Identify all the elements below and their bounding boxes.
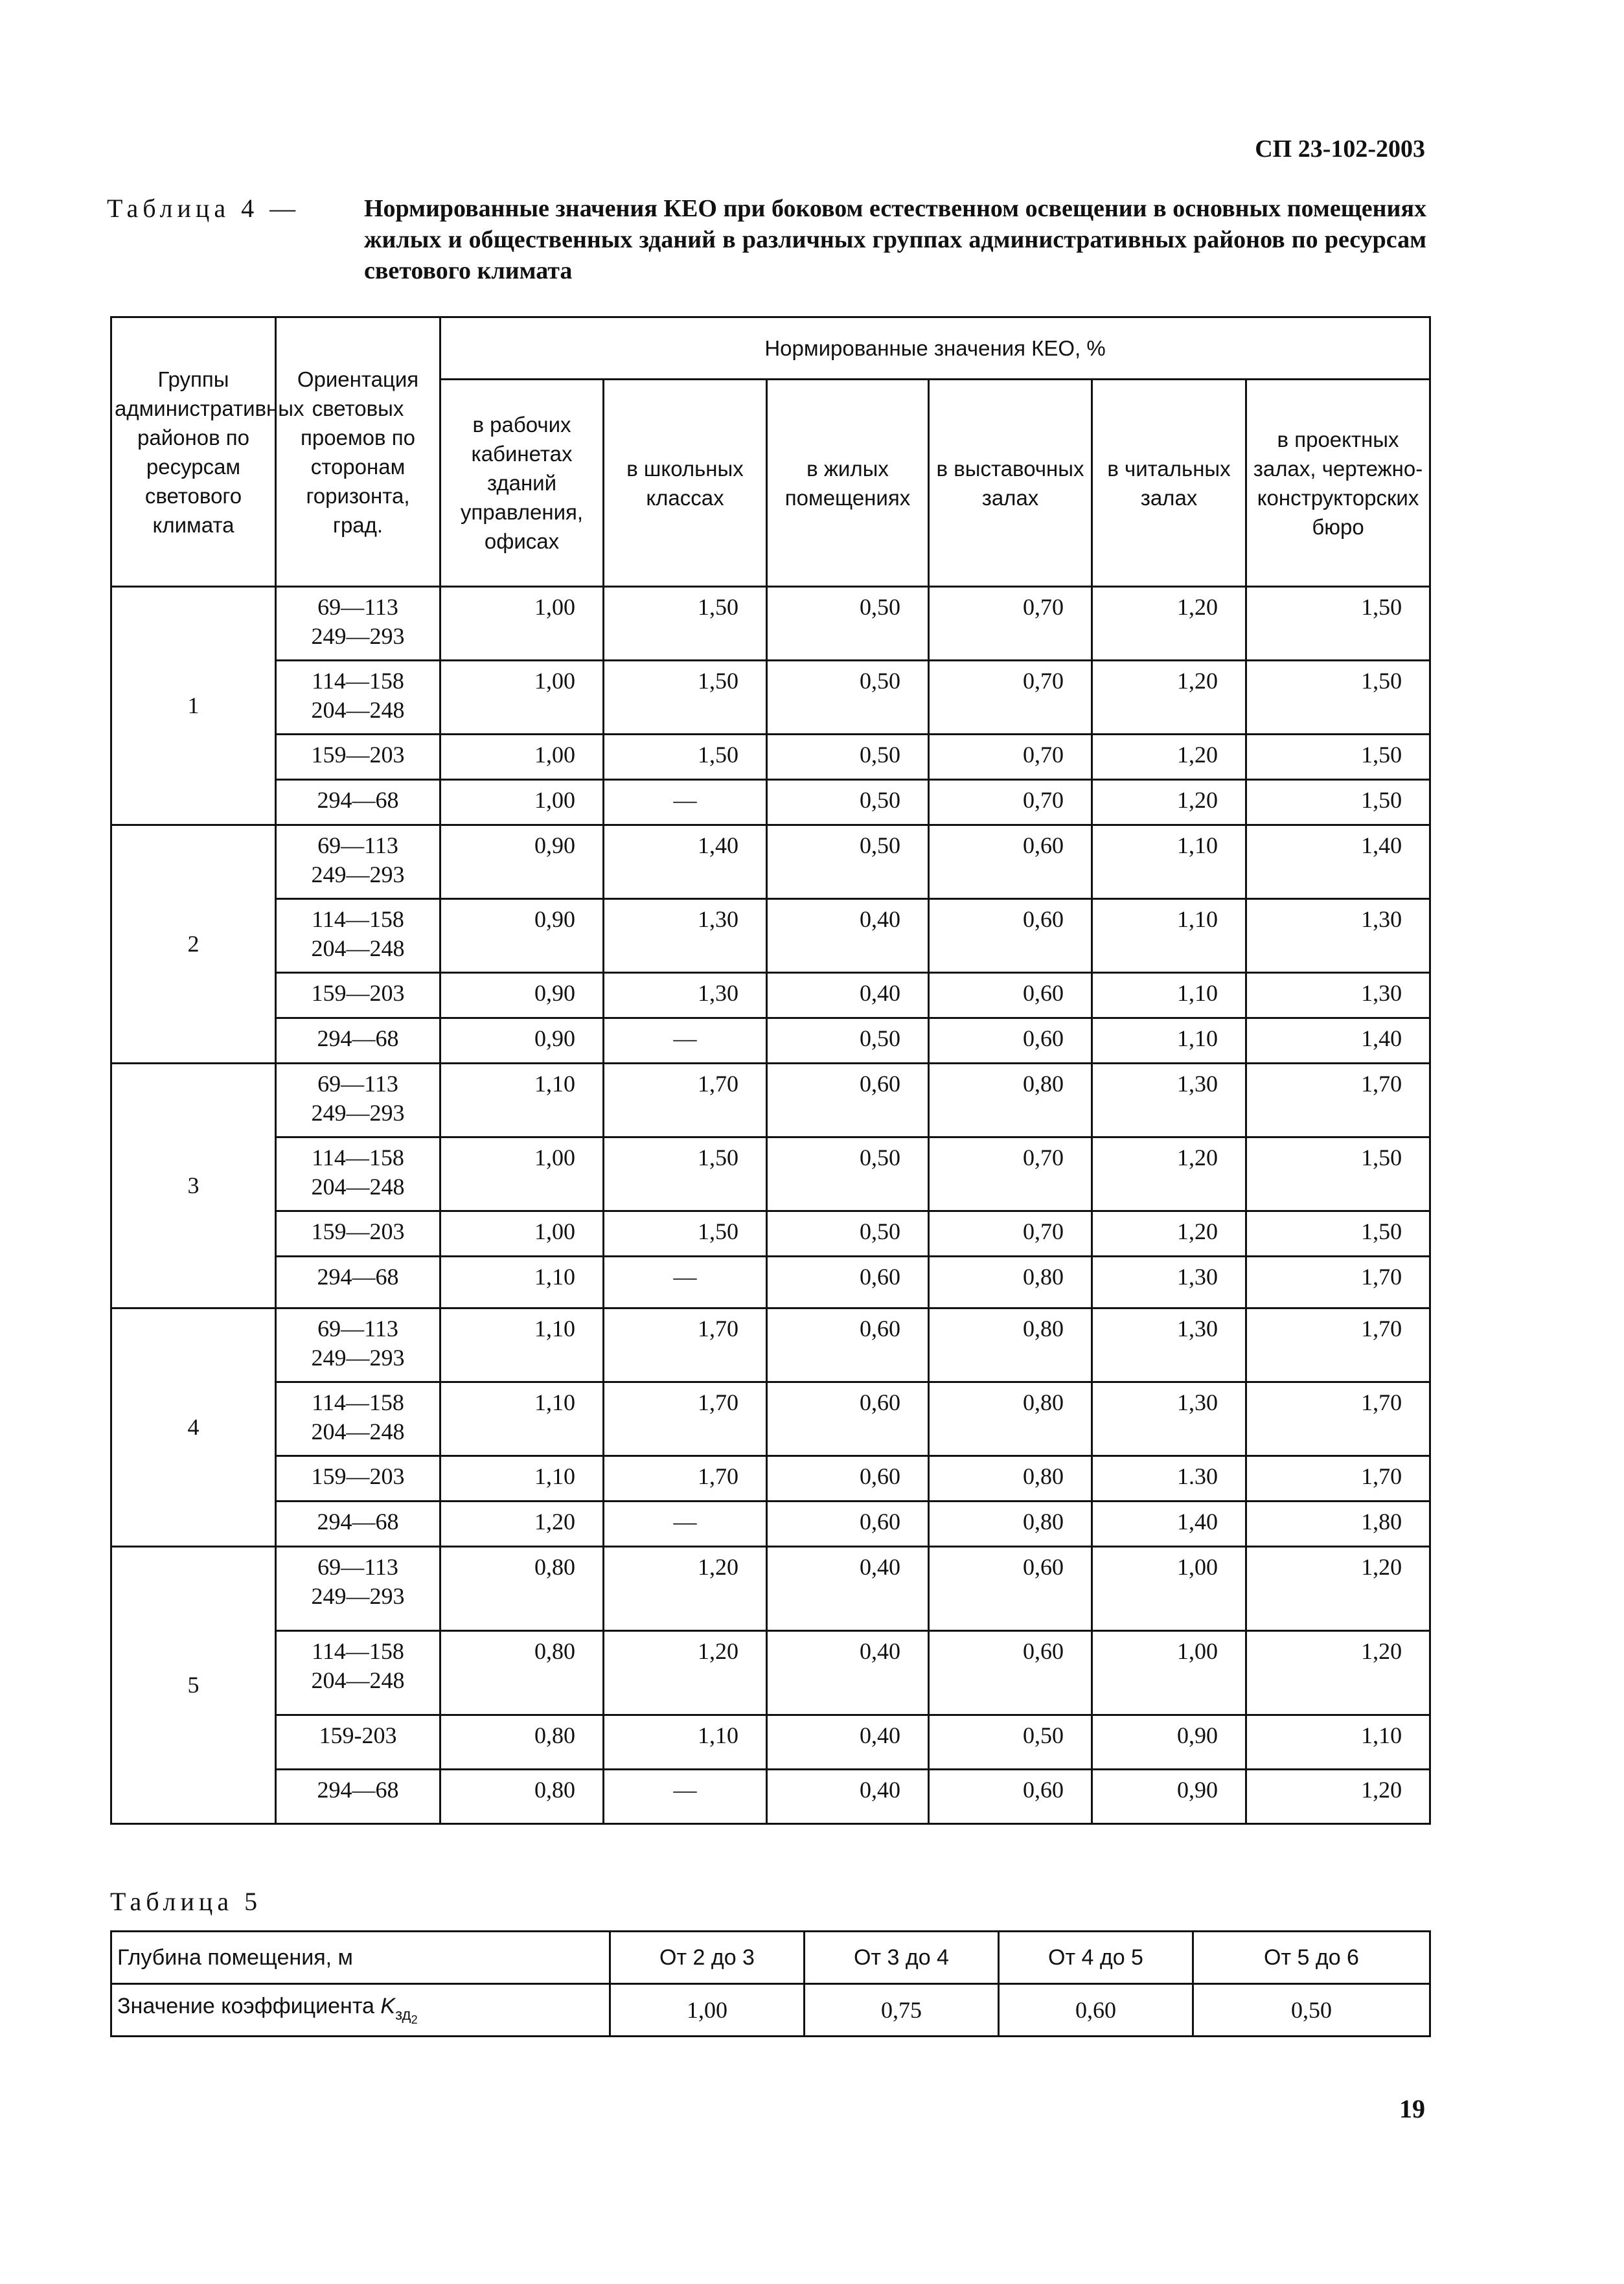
keo-value-cell: 0,70 <box>929 587 1092 661</box>
orientation-range: 69—113 <box>317 1071 398 1097</box>
coefficient-subscript-text: зд <box>395 2005 411 2024</box>
keo-value-cell: 1,70 <box>1246 1257 1430 1308</box>
keo-value-cell: 1,20 <box>1092 780 1246 825</box>
keo-value-cell: 1,10 <box>604 1715 767 1770</box>
orientation-range: 114—158 <box>312 1389 404 1415</box>
keo-value-cell: 1,20 <box>1246 1770 1430 1824</box>
keo-value-cell: 0,50 <box>767 587 929 661</box>
orientation-range: 294—68 <box>317 1777 399 1803</box>
keo-value-cell: 1,20 <box>1246 1547 1430 1631</box>
table-row <box>111 1308 1430 1382</box>
keo-value-cell: 1,20 <box>1092 661 1246 735</box>
keo-value-cell: 1,40 <box>1246 1018 1430 1064</box>
group-cell: 5 <box>111 1547 276 1824</box>
orientation-cell <box>276 1018 440 1064</box>
orientation-cell <box>276 973 440 1018</box>
orientation-cell <box>276 899 440 973</box>
coefficient-letter: K <box>380 1993 396 2018</box>
keo-value-cell: 0,60 <box>767 1456 929 1502</box>
orientation-cell <box>276 825 440 899</box>
keo-value-cell: 1,10 <box>440 1257 604 1308</box>
keo-value-cell: 1,30 <box>1092 1064 1246 1137</box>
table-5-label: Таблица 5 <box>110 1887 262 1916</box>
keo-value-cell: 1,40 <box>604 825 767 899</box>
keo-value-cell: 0,50 <box>767 825 929 899</box>
keo-value-cell: 1,50 <box>1246 735 1430 780</box>
orientation-cell <box>276 1770 440 1824</box>
orientation-range: 204—248 <box>311 1174 405 1200</box>
keo-value-cell: 0,60 <box>767 1502 929 1547</box>
keo-value-cell: 1,30 <box>1092 1308 1246 1382</box>
keo-value-cell: 0,60 <box>767 1257 929 1308</box>
keo-value-cell: 0,60 <box>767 1064 929 1137</box>
keo-value-cell: 0,40 <box>767 1715 929 1770</box>
table-row <box>111 661 1430 735</box>
keo-value-cell: 1,30 <box>1092 1382 1246 1456</box>
table-row <box>111 587 1430 661</box>
table-4-caption: Нормированные значения КЕО при боковом естественном освещении в основных помещениях жилых и общественных зданий в различных группах административных районов по ресурсам светового климата <box>364 195 1426 284</box>
keo-value-cell: 0,50 <box>767 780 929 825</box>
table-row <box>111 1257 1430 1308</box>
orientation-cell <box>276 1211 440 1257</box>
keo-value-cell: 0,50 <box>767 1211 929 1257</box>
table-row <box>111 1984 1430 2037</box>
orientation-range: 249—293 <box>311 1345 405 1371</box>
keo-value-cell: 1,70 <box>604 1064 767 1137</box>
orientation-range: 159—203 <box>311 742 405 768</box>
header-column: в жилых помещениях <box>767 380 929 587</box>
coefficient-value: 0,60 <box>999 1984 1193 2037</box>
table-row <box>111 735 1430 780</box>
keo-value-cell: 0,70 <box>929 1137 1092 1211</box>
keo-table-body <box>111 587 1430 1824</box>
keo-value-cell: 1,20 <box>1092 587 1246 661</box>
keo-value-cell: 1,30 <box>1246 973 1430 1018</box>
keo-value-cell: 0,80 <box>929 1456 1092 1502</box>
table-row <box>111 1770 1430 1824</box>
orientation-cell <box>276 1456 440 1502</box>
keo-value-cell: 1,70 <box>604 1456 767 1502</box>
keo-value-cell: 1,40 <box>1246 825 1430 899</box>
table-row <box>111 1211 1430 1257</box>
coefficient-value: 0,50 <box>1193 1984 1430 2037</box>
keo-value-cell: 0,80 <box>929 1502 1092 1547</box>
keo-value-cell: 0,80 <box>929 1308 1092 1382</box>
keo-value-cell: 0,80 <box>440 1631 604 1715</box>
keo-value-cell: 1,70 <box>604 1308 767 1382</box>
keo-value-cell: 1,10 <box>1092 825 1246 899</box>
keo-value-cell: 1,20 <box>604 1547 767 1631</box>
depth-range: От 5 до 6 <box>1193 1932 1430 1984</box>
orientation-range: 294—68 <box>317 1509 399 1535</box>
keo-value-cell: 0,80 <box>440 1715 604 1770</box>
table-row <box>111 1382 1430 1456</box>
keo-value-cell: 1,70 <box>1246 1308 1430 1382</box>
keo-value-cell: 1,50 <box>1246 661 1430 735</box>
keo-value-cell: — <box>604 1502 767 1547</box>
group-cell: 4 <box>111 1308 276 1547</box>
orientation-cell <box>276 661 440 735</box>
table-row <box>111 1456 1430 1502</box>
keo-value-cell: 0,60 <box>929 1770 1092 1824</box>
depth-range: От 4 до 5 <box>999 1932 1193 1984</box>
keo-value-cell: 1,10 <box>1092 1018 1246 1064</box>
keo-value-cell: 1,00 <box>440 661 604 735</box>
depth-coefficient-table <box>110 1930 1431 2037</box>
coefficient-label <box>111 1984 610 2037</box>
orientation-range: 249—293 <box>311 1100 405 1126</box>
keo-value-cell: 1,50 <box>604 735 767 780</box>
orientation-range: 114—158 <box>312 906 404 932</box>
orientation-range: 249—293 <box>311 1583 405 1609</box>
orientation-cell <box>276 1547 440 1631</box>
keo-value-cell: 1.30 <box>1092 1456 1246 1502</box>
keo-value-cell: — <box>604 1770 767 1824</box>
coefficient-value: 0,75 <box>805 1984 999 2037</box>
keo-norms-table <box>110 316 1431 1825</box>
keo-value-cell: 0,40 <box>767 1770 929 1824</box>
orientation-range: 69—113 <box>317 1316 398 1342</box>
orientation-range: 69—113 <box>317 1554 398 1580</box>
depth-range: От 3 до 4 <box>805 1932 999 1984</box>
orientation-cell <box>276 1308 440 1382</box>
keo-value-cell: — <box>604 1018 767 1064</box>
group-cell: 2 <box>111 825 276 1064</box>
keo-value-cell: 0,80 <box>440 1770 604 1824</box>
group-cell: 3 <box>111 1064 276 1308</box>
header-column: в выставочных залах <box>929 380 1092 587</box>
keo-value-cell: 0,80 <box>440 1547 604 1631</box>
table-row <box>111 1715 1430 1770</box>
orientation-cell <box>276 1502 440 1547</box>
keo-value-cell: 0,40 <box>767 973 929 1018</box>
orientation-cell <box>276 1064 440 1137</box>
keo-value-cell: 0,70 <box>929 735 1092 780</box>
table-row <box>111 780 1430 825</box>
keo-value-cell: 0,40 <box>767 1547 929 1631</box>
group-cell: 1 <box>111 587 276 825</box>
orientation-range: 159—203 <box>311 980 405 1006</box>
keo-value-cell: 1,50 <box>1246 780 1430 825</box>
keo-value-cell: 1,30 <box>1092 1257 1246 1308</box>
keo-value-cell: 0,60 <box>767 1308 929 1382</box>
keo-value-cell: 0,60 <box>929 1631 1092 1715</box>
keo-value-cell: 1,20 <box>1092 1137 1246 1211</box>
orientation-range: 204—248 <box>311 935 405 961</box>
header-column: в читальных залах <box>1092 380 1246 587</box>
keo-value-cell: 0,90 <box>1092 1715 1246 1770</box>
keo-value-cell: 1,20 <box>1092 1211 1246 1257</box>
keo-value-cell: 0,40 <box>767 899 929 973</box>
keo-value-cell: 1,20 <box>604 1631 767 1715</box>
document-code: СП 23-102-2003 <box>1255 135 1425 163</box>
keo-value-cell: 0,90 <box>440 825 604 899</box>
table-row <box>111 1932 1430 1984</box>
orientation-range: 69—113 <box>317 832 398 858</box>
keo-value-cell: 1,70 <box>604 1382 767 1456</box>
coefficient-subscript-index: 2 <box>411 2013 418 2026</box>
keo-value-cell: 0,80 <box>929 1382 1092 1456</box>
orientation-range: 159-203 <box>319 1722 397 1748</box>
orientation-range: 69—113 <box>317 594 398 620</box>
keo-value-cell: 0,60 <box>929 899 1092 973</box>
keo-value-cell: 1,50 <box>604 587 767 661</box>
orientation-range: 294—68 <box>317 787 399 813</box>
keo-value-cell: 1,20 <box>1246 1631 1430 1715</box>
keo-value-cell: 1,50 <box>1246 1137 1430 1211</box>
orientation-cell <box>276 1631 440 1715</box>
header-column: в проектных залах, чертежно-конструкторских бюро <box>1246 380 1430 587</box>
keo-value-cell: 0,80 <box>929 1064 1092 1137</box>
keo-value-cell: 1,10 <box>1092 899 1246 973</box>
keo-value-cell: 1,50 <box>604 661 767 735</box>
keo-value-cell: 0,60 <box>929 973 1092 1018</box>
page-number: 19 <box>1399 2094 1425 2123</box>
keo-value-cell: 0,90 <box>440 973 604 1018</box>
keo-value-cell: 1,70 <box>1246 1456 1430 1502</box>
coefficient-label-text: Значение коэффициента <box>117 1993 374 2018</box>
header-orientation: Ориентация световых проемов по сторонам горизонта, град. <box>276 317 440 587</box>
keo-value-cell: 0,60 <box>767 1382 929 1456</box>
header-column: в школьных классах <box>604 380 767 587</box>
keo-value-cell: 1,10 <box>440 1456 604 1502</box>
keo-value-cell: 1,50 <box>604 1211 767 1257</box>
keo-value-cell: 0,50 <box>929 1715 1092 1770</box>
table-row <box>111 1547 1430 1631</box>
keo-value-cell: 1,70 <box>1246 1382 1430 1456</box>
orientation-range: 249—293 <box>311 623 405 649</box>
keo-value-cell: 1,20 <box>440 1502 604 1547</box>
orientation-range: 114—158 <box>312 1638 404 1664</box>
keo-value-cell: 0,90 <box>1092 1770 1246 1824</box>
orientation-range: 114—158 <box>312 668 404 694</box>
table-row <box>111 1137 1430 1211</box>
keo-value-cell: 1,00 <box>440 780 604 825</box>
orientation-cell <box>276 735 440 780</box>
keo-value-cell: 0,70 <box>929 661 1092 735</box>
depth-range: От 2 до 3 <box>610 1932 805 1984</box>
header-keo: Нормированные значения КЕО, % <box>440 317 1430 380</box>
keo-value-cell: 0,70 <box>929 1211 1092 1257</box>
orientation-cell <box>276 1257 440 1308</box>
keo-value-cell: 0,50 <box>767 1137 929 1211</box>
keo-value-cell: 0,60 <box>929 825 1092 899</box>
keo-value-cell: 0,80 <box>929 1257 1092 1308</box>
orientation-range: 249—293 <box>311 862 405 887</box>
keo-value-cell: 1,10 <box>1092 973 1246 1018</box>
keo-value-cell: 1,50 <box>1246 587 1430 661</box>
keo-value-cell: — <box>604 780 767 825</box>
keo-value-cell: 0,50 <box>767 735 929 780</box>
keo-value-cell: 1,10 <box>1246 1715 1430 1770</box>
keo-value-cell: 1,00 <box>1092 1547 1246 1631</box>
orientation-range: 204—248 <box>311 1667 405 1693</box>
keo-value-cell: 0,60 <box>929 1018 1092 1064</box>
table-row <box>111 1064 1430 1137</box>
table-row <box>111 973 1430 1018</box>
keo-value-cell: 1,80 <box>1246 1502 1430 1547</box>
orientation-range: 204—248 <box>311 1419 405 1445</box>
keo-value-cell: 0,90 <box>440 899 604 973</box>
keo-value-cell: 0,40 <box>767 1631 929 1715</box>
table-row <box>111 1631 1430 1715</box>
keo-value-cell: 1,20 <box>1092 735 1246 780</box>
keo-value-cell: 0,90 <box>440 1018 604 1064</box>
keo-value-cell: 1,30 <box>604 899 767 973</box>
orientation-range: 294—68 <box>317 1025 399 1051</box>
keo-value-cell: 1,00 <box>440 1211 604 1257</box>
orientation-range: 159—203 <box>311 1218 405 1244</box>
keo-value-cell: 1,00 <box>1092 1631 1246 1715</box>
keo-value-cell: 1,00 <box>440 735 604 780</box>
orientation-range: 294—68 <box>317 1264 399 1290</box>
keo-value-cell: 1,50 <box>1246 1211 1430 1257</box>
keo-value-cell: 1,00 <box>440 1137 604 1211</box>
orientation-cell <box>276 1137 440 1211</box>
table-row <box>111 899 1430 973</box>
coefficient-value: 1,00 <box>610 1984 805 2037</box>
coefficient-subscript <box>395 2006 418 2024</box>
keo-value-cell: 1,70 <box>1246 1064 1430 1137</box>
table-row <box>111 1502 1430 1547</box>
orientation-range: 114—158 <box>312 1145 404 1171</box>
keo-value-cell: 0,70 <box>929 780 1092 825</box>
keo-value-cell: 1,30 <box>1246 899 1430 973</box>
orientation-cell <box>276 1382 440 1456</box>
orientation-range: 204—248 <box>311 697 405 723</box>
coefficient-symbol <box>380 1993 418 2026</box>
table-row <box>111 825 1430 899</box>
keo-value-cell: 0,50 <box>767 1018 929 1064</box>
table-row <box>111 1018 1430 1064</box>
keo-value-cell: 0,60 <box>929 1547 1092 1631</box>
keo-value-cell: 1,50 <box>604 1137 767 1211</box>
keo-value-cell: — <box>604 1257 767 1308</box>
keo-value-cell: 1,10 <box>440 1308 604 1382</box>
depth-label: Глубина помещения, м <box>111 1932 610 1984</box>
orientation-cell <box>276 1715 440 1770</box>
keo-value-cell: 1,10 <box>440 1064 604 1137</box>
header-column: в рабочих кабинетах зданий управления, офисах <box>440 380 604 587</box>
keo-value-cell: 1,00 <box>440 587 604 661</box>
keo-value-cell: 1,10 <box>440 1382 604 1456</box>
header-group: Группы административных районов по ресурсам светового климата <box>111 317 276 587</box>
orientation-cell <box>276 587 440 661</box>
keo-value-cell: 1,30 <box>604 973 767 1018</box>
orientation-range: 159—203 <box>311 1463 405 1489</box>
table-4-label: Таблица 4 — <box>107 194 301 223</box>
keo-value-cell: 0,50 <box>767 661 929 735</box>
orientation-cell <box>276 780 440 825</box>
keo-value-cell: 1,40 <box>1092 1502 1246 1547</box>
